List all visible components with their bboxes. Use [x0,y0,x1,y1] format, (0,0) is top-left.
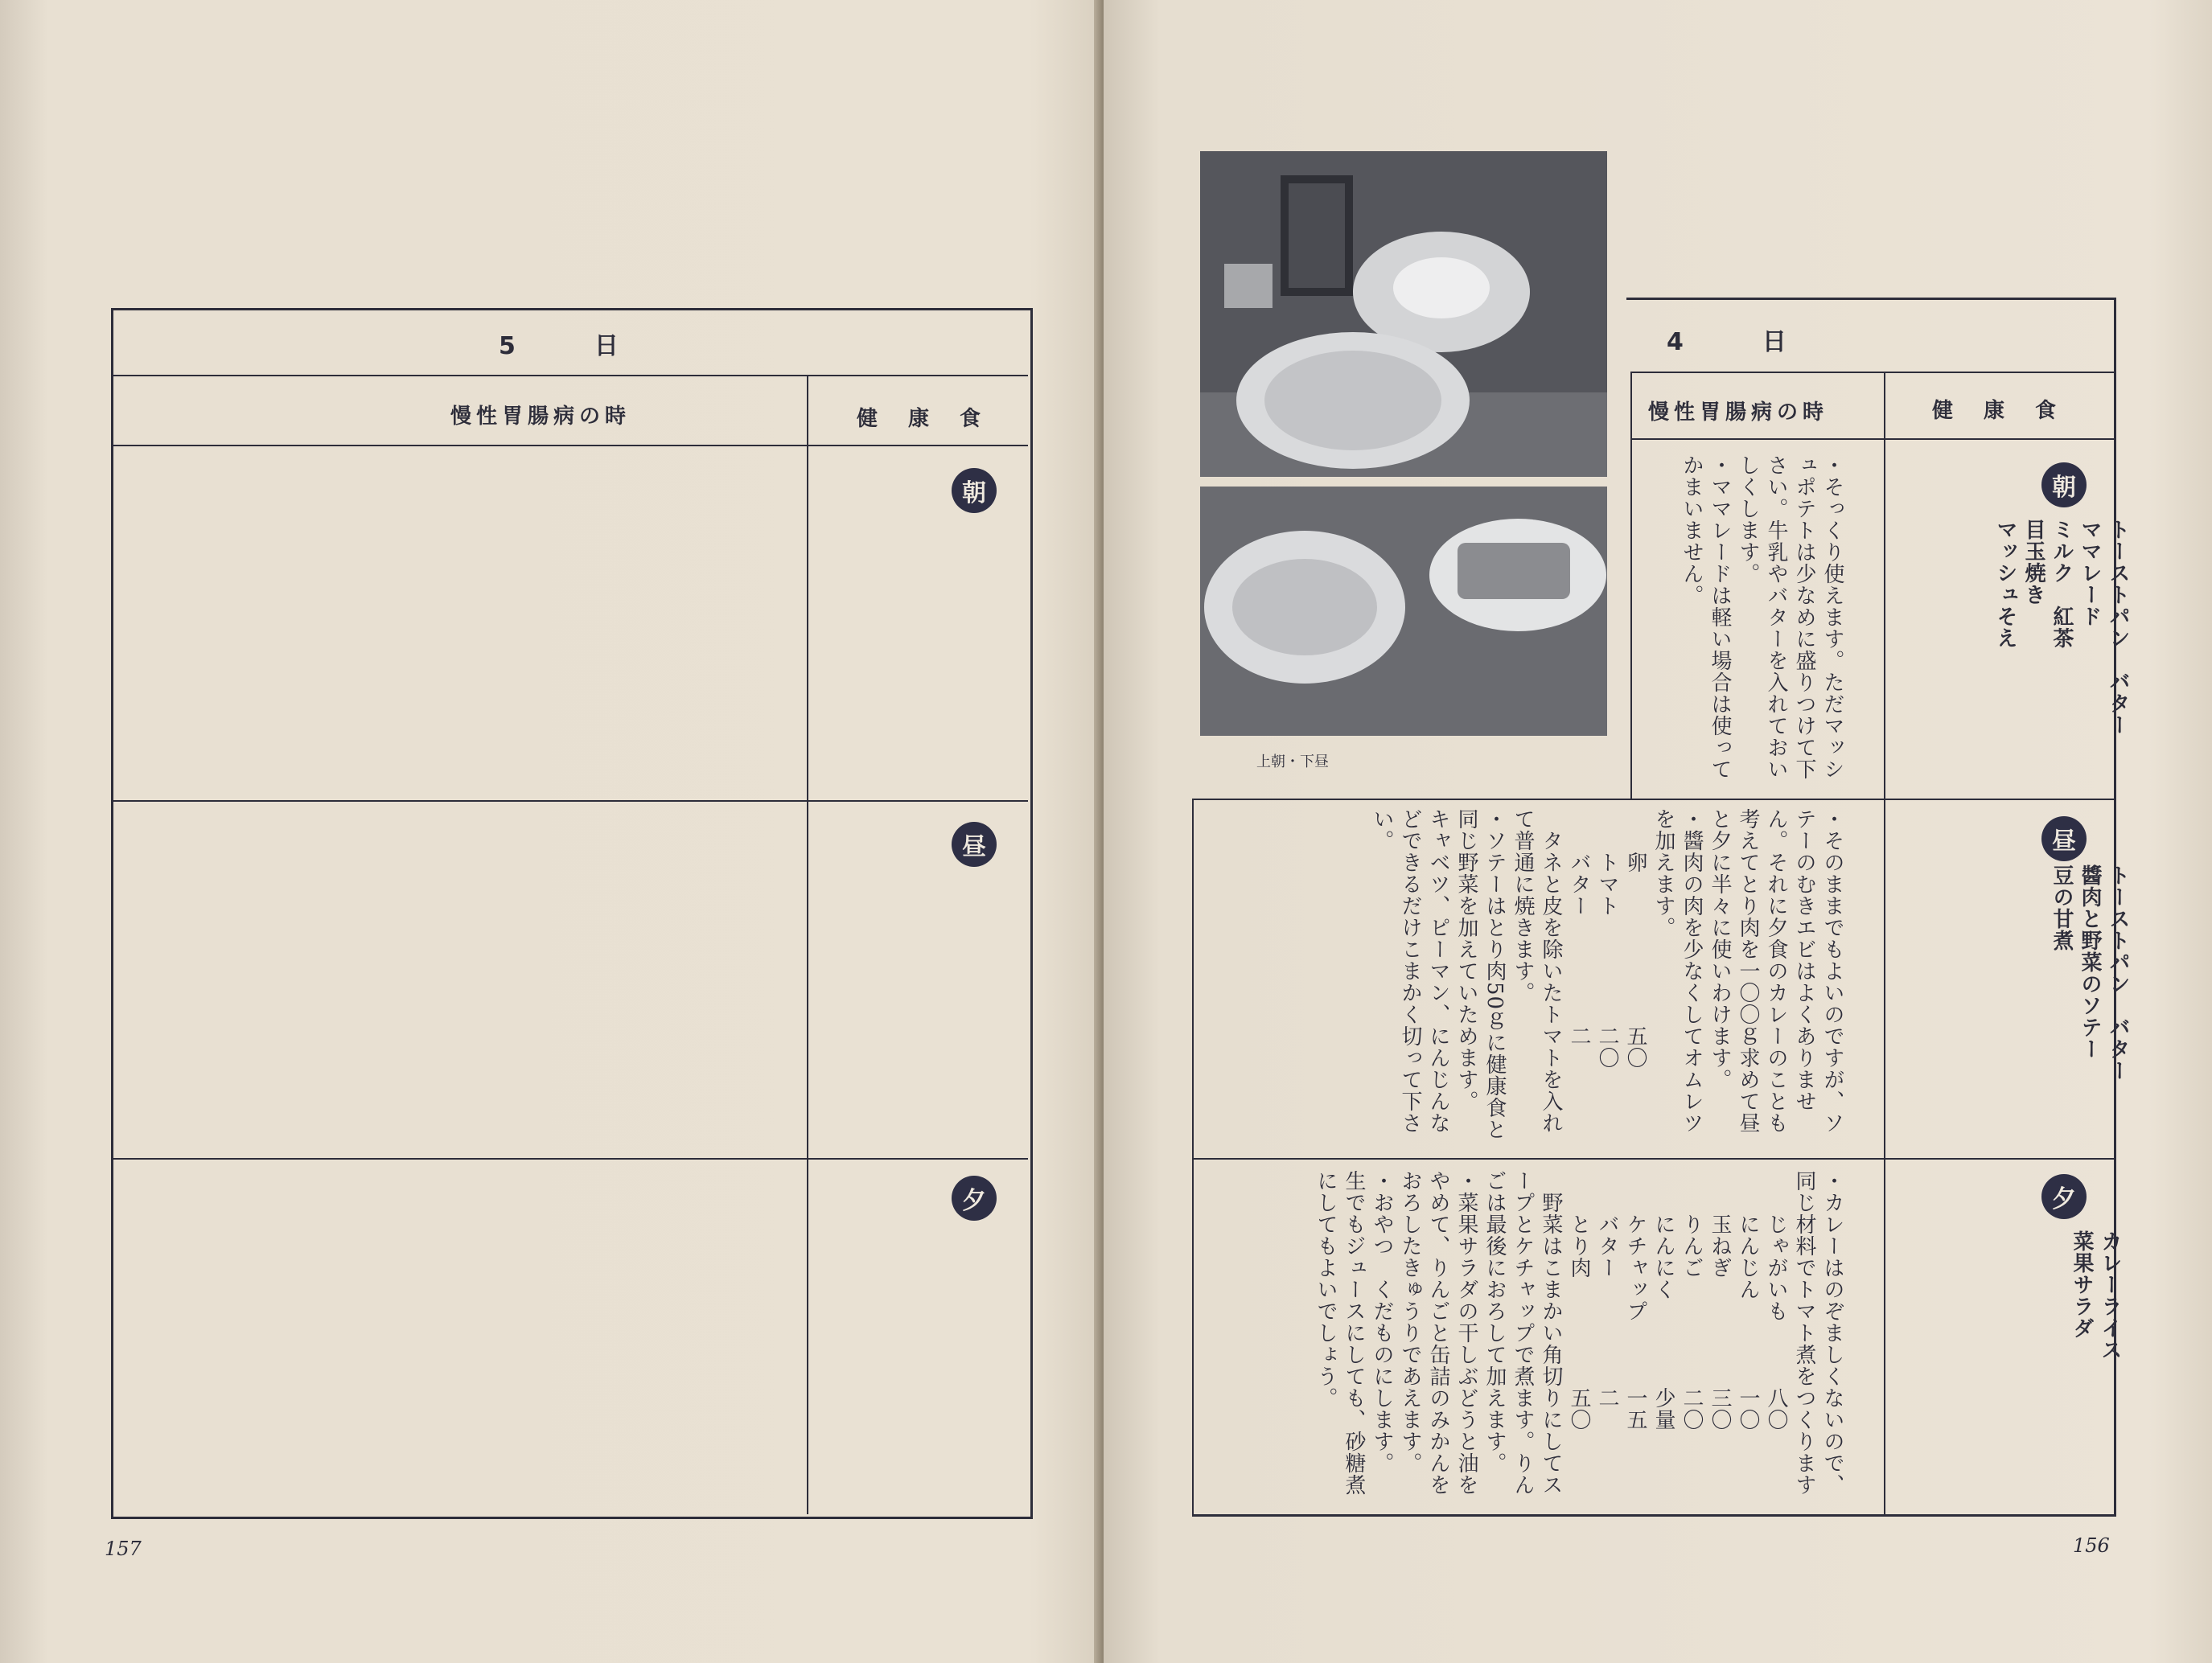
row-divider [1192,1158,2116,1160]
table-left-edge [1630,372,1632,800]
lunch-note: ・そのままでもよいのですが、ソ テーのむきエビはよくありませ ん。それに夕食のカレーのことも 考えてとり肉を一〇〇ｇ求めて昼 と夕に半々に使いわけます。 ・醬肉の肉を少なくしてオムレツ を加えます。 卵 五〇 トマト 二〇 バター 二 タネと皮を除いたトマトを入れ て普通に焼きます。 ・ソテーはとり肉50ｇに健康食と 同じ野菜を加えていためます。 キャベツ、ピーマン、にんじんな どできるだけこまかく切って下さ い。 [1370,808,1844,1141]
column-divider [1884,373,1885,1514]
day-heading: 4 日 [1667,328,1788,356]
column-header-healthy: 健 康 食 [857,407,986,431]
table-left-edge [1192,799,1194,1514]
divider [113,445,1028,446]
dinner-badge: 夕 [2041,1174,2087,1219]
column-header-chronic: 慢性胃腸病の時 [1648,400,1829,425]
dinner-badge: 夕 [952,1176,997,1221]
day-heading: 5 日 [499,332,620,360]
column-header-healthy: 健 康 食 [1932,399,2062,423]
page-156 [1104,0,2212,1663]
breakfast-badge: 朝 [2041,462,2087,507]
row-divider [113,1158,1028,1160]
page-number: 156 [2073,1534,2110,1557]
breakfast-badge: 朝 [952,468,997,513]
breakfast-note: ・そっくり使えます。ただマッシ ュポテトは少なめに盛りつけて下 さい。牛乳やバターを入れておい しくします。 ・ママレードは軽い場合は使って かまいません。 [1680,454,1844,780]
dinner-note: ・カレーはのぞましくないので、 同じ材料でトマト煮をつくります じゃがいも 八〇 にんじん 一〇 玉ねぎ 三〇 りんご 二〇 にんにく 少量 ケチャップ 一五 バター 二 とり肉 五〇 野菜はこまかい角切りにしてス ープとケチャップで煮ます。りん ごは最後におろして加えます。 ・菜果サラダの干しぶどうと油を やめて、りんごと缶詰のみかんを おろしたきゅうりであえます。 ・おやつ くだものにします。 生でもジュースにしても、砂糖煮 にしてもよいでしょう。 [1314,1170,1844,1496]
page-157 [0,0,1104,1663]
divider [1626,298,2116,300]
dinner-menu: カレーライス 菜果サラダ [2070,1230,2122,1361]
divider [1630,438,2116,440]
row-divider [1192,799,2116,800]
lunch-badge: 昼 [2041,816,2087,861]
page-number: 157 [105,1538,142,1560]
breakfast-menu: トーストパン バター ママレード ミルク 紅茶 目玉焼き マッシュそえ [1993,519,2130,736]
photo-caption: 上朝・下昼 [1256,753,1329,770]
divider [1630,372,2116,373]
lunch-badge: 昼 [952,822,997,867]
lunch-menu: トーストパン バター 醬肉と野菜のソテー 豆の甘煮 [2050,864,2130,1082]
row-divider [113,800,1028,802]
column-header-chronic: 慢性胃腸病の時 [450,404,631,429]
divider [113,375,1028,376]
column-divider [807,376,808,1514]
menu-table-day5 [111,308,1033,1519]
